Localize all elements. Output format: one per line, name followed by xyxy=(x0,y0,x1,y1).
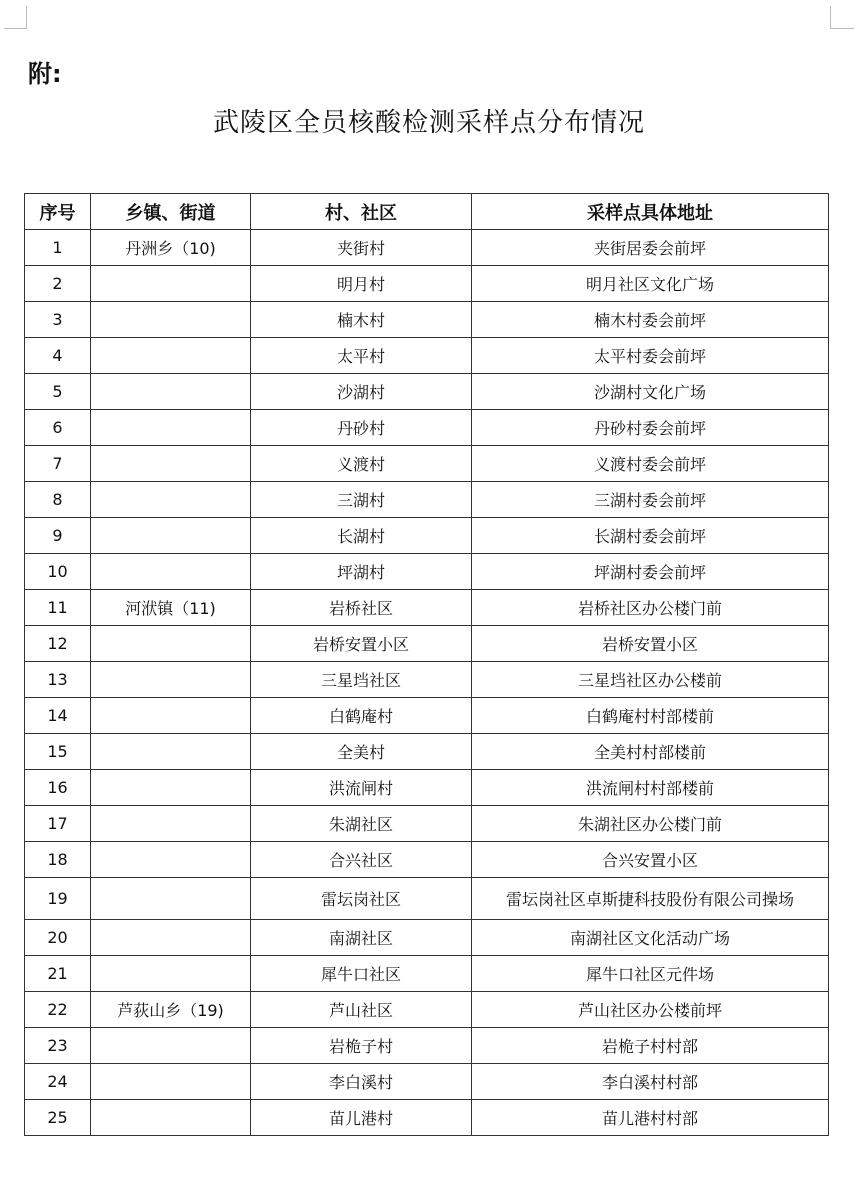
cell-village: 明月村 xyxy=(251,266,472,302)
cell-township xyxy=(91,302,251,338)
cell-address: 长湖村委会前坪 xyxy=(472,518,829,554)
cell-village: 朱湖社区 xyxy=(251,806,472,842)
table-row xyxy=(25,1064,829,1100)
cell-township xyxy=(91,626,251,662)
cell-address: 合兴安置小区 xyxy=(472,842,829,878)
cell-address: 沙湖村文化广场 xyxy=(472,374,829,410)
table-row xyxy=(25,230,829,266)
cell-township xyxy=(91,482,251,518)
table-row xyxy=(25,374,829,410)
crop-mark-top-left xyxy=(26,6,27,28)
cell-address: 全美村村部楼前 xyxy=(472,734,829,770)
cell-township: 芦荻山乡（19) xyxy=(91,992,251,1028)
table-row xyxy=(25,482,829,518)
cell-village: 楠木村 xyxy=(251,302,472,338)
table-row xyxy=(25,626,829,662)
cell-index: 4 xyxy=(25,338,91,374)
cell-address: 夹街居委会前坪 xyxy=(472,230,829,266)
cell-index: 8 xyxy=(25,482,91,518)
cell-village: 长湖村 xyxy=(251,518,472,554)
cell-address: 白鹤庵村村部楼前 xyxy=(472,698,829,734)
header-address: 采样点具体地址 xyxy=(472,194,829,230)
cell-index: 2 xyxy=(25,266,91,302)
cell-index: 5 xyxy=(25,374,91,410)
cell-township xyxy=(91,518,251,554)
cell-address: 岩桅子村村部 xyxy=(472,1028,829,1064)
cell-address: 三湖村委会前坪 xyxy=(472,482,829,518)
table-row xyxy=(25,302,829,338)
table-row xyxy=(25,770,829,806)
cell-township: 丹洲乡（10) xyxy=(91,230,251,266)
cell-index: 13 xyxy=(25,662,91,698)
cell-address: 楠木村委会前坪 xyxy=(472,302,829,338)
table-row xyxy=(25,266,829,302)
cell-village: 洪流闸村 xyxy=(251,770,472,806)
cell-township xyxy=(91,956,251,992)
table-row xyxy=(25,920,829,956)
table-row xyxy=(25,1028,829,1064)
cell-village: 太平村 xyxy=(251,338,472,374)
cell-index: 20 xyxy=(25,920,91,956)
table-row xyxy=(25,662,829,698)
header-village: 村、社区 xyxy=(251,194,472,230)
attachment-label: 附: xyxy=(28,60,62,88)
sampling-sites-table xyxy=(24,193,829,1136)
table-row xyxy=(25,698,829,734)
cell-township xyxy=(91,1100,251,1136)
cell-township xyxy=(91,842,251,878)
cell-village: 三星垱社区 xyxy=(251,662,472,698)
cell-township xyxy=(91,770,251,806)
table-row xyxy=(25,1100,829,1136)
cell-village: 合兴社区 xyxy=(251,842,472,878)
table-row xyxy=(25,518,829,554)
cell-address: 朱湖社区办公楼门前 xyxy=(472,806,829,842)
crop-mark-top-left xyxy=(4,28,27,29)
cell-index: 6 xyxy=(25,410,91,446)
cell-index: 23 xyxy=(25,1028,91,1064)
cell-index: 12 xyxy=(25,626,91,662)
cell-township xyxy=(91,806,251,842)
header-index: 序号 xyxy=(25,194,91,230)
crop-mark-top-right xyxy=(830,6,831,28)
cell-address: 义渡村委会前坪 xyxy=(472,446,829,482)
cell-index: 24 xyxy=(25,1064,91,1100)
cell-township xyxy=(91,698,251,734)
cell-index: 16 xyxy=(25,770,91,806)
cell-village: 芦山社区 xyxy=(251,992,472,1028)
cell-village: 岩桥安置小区 xyxy=(251,626,472,662)
cell-address: 芦山社区办公楼前坪 xyxy=(472,992,829,1028)
cell-index: 14 xyxy=(25,698,91,734)
cell-village: 丹砂村 xyxy=(251,410,472,446)
cell-township xyxy=(91,554,251,590)
cell-village: 李白溪村 xyxy=(251,1064,472,1100)
cell-township xyxy=(91,878,251,920)
cell-township xyxy=(91,1028,251,1064)
cell-township xyxy=(91,734,251,770)
table-row xyxy=(25,590,829,626)
cell-township xyxy=(91,446,251,482)
cell-village: 岩桥社区 xyxy=(251,590,472,626)
table-row xyxy=(25,992,829,1028)
cell-village: 夹街村 xyxy=(251,230,472,266)
cell-township: 河洑镇（11) xyxy=(91,590,251,626)
cell-address: 明月社区文化广场 xyxy=(472,266,829,302)
cell-address: 丹砂村委会前坪 xyxy=(472,410,829,446)
table-row xyxy=(25,446,829,482)
cell-village: 全美村 xyxy=(251,734,472,770)
cell-index: 10 xyxy=(25,554,91,590)
cell-township xyxy=(91,1064,251,1100)
document-title: 武陵区全员核酸检测采样点分布情况 xyxy=(212,108,645,138)
cell-address: 太平村委会前坪 xyxy=(472,338,829,374)
cell-index: 21 xyxy=(25,956,91,992)
cell-township xyxy=(91,374,251,410)
cell-index: 19 xyxy=(25,878,91,920)
table-row xyxy=(25,842,829,878)
cell-address: 李白溪村村部 xyxy=(472,1064,829,1100)
table-row xyxy=(25,956,829,992)
cell-village: 犀牛口社区 xyxy=(251,956,472,992)
table-header-row xyxy=(25,194,829,230)
cell-index: 7 xyxy=(25,446,91,482)
cell-index: 17 xyxy=(25,806,91,842)
cell-township xyxy=(91,266,251,302)
cell-address: 南湖社区文化活动广场 xyxy=(472,920,829,956)
cell-township xyxy=(91,662,251,698)
cell-village: 苗儿港村 xyxy=(251,1100,472,1136)
cell-township xyxy=(91,410,251,446)
table-row xyxy=(25,338,829,374)
table-row xyxy=(25,554,829,590)
cell-village: 岩桅子村 xyxy=(251,1028,472,1064)
cell-township xyxy=(91,338,251,374)
cell-village: 义渡村 xyxy=(251,446,472,482)
cell-village: 三湖村 xyxy=(251,482,472,518)
cell-index: 18 xyxy=(25,842,91,878)
cell-address: 岩桥社区办公楼门前 xyxy=(472,590,829,626)
cell-address: 三星垱社区办公楼前 xyxy=(472,662,829,698)
cell-address: 雷坛岗社区卓斯捷科技股份有限公司操场 xyxy=(472,878,829,920)
crop-mark-top-right xyxy=(830,28,854,29)
table-row xyxy=(25,734,829,770)
table-row xyxy=(25,806,829,842)
cell-village: 沙湖村 xyxy=(251,374,472,410)
cell-village: 南湖社区 xyxy=(251,920,472,956)
cell-index: 11 xyxy=(25,590,91,626)
cell-village: 白鹤庵村 xyxy=(251,698,472,734)
table-row xyxy=(25,410,829,446)
cell-index: 25 xyxy=(25,1100,91,1136)
cell-index: 1 xyxy=(25,230,91,266)
cell-address: 洪流闸村村部楼前 xyxy=(472,770,829,806)
cell-index: 9 xyxy=(25,518,91,554)
cell-township xyxy=(91,920,251,956)
cell-village: 雷坛岗社区 xyxy=(251,878,472,920)
cell-index: 3 xyxy=(25,302,91,338)
header-township: 乡镇、街道 xyxy=(91,194,251,230)
cell-index: 22 xyxy=(25,992,91,1028)
cell-address: 岩桥安置小区 xyxy=(472,626,829,662)
cell-address: 苗儿港村村部 xyxy=(472,1100,829,1136)
table-row xyxy=(25,878,829,920)
cell-address: 坪湖村委会前坪 xyxy=(472,554,829,590)
cell-address: 犀牛口社区元件场 xyxy=(472,956,829,992)
cell-index: 15 xyxy=(25,734,91,770)
cell-village: 坪湖村 xyxy=(251,554,472,590)
